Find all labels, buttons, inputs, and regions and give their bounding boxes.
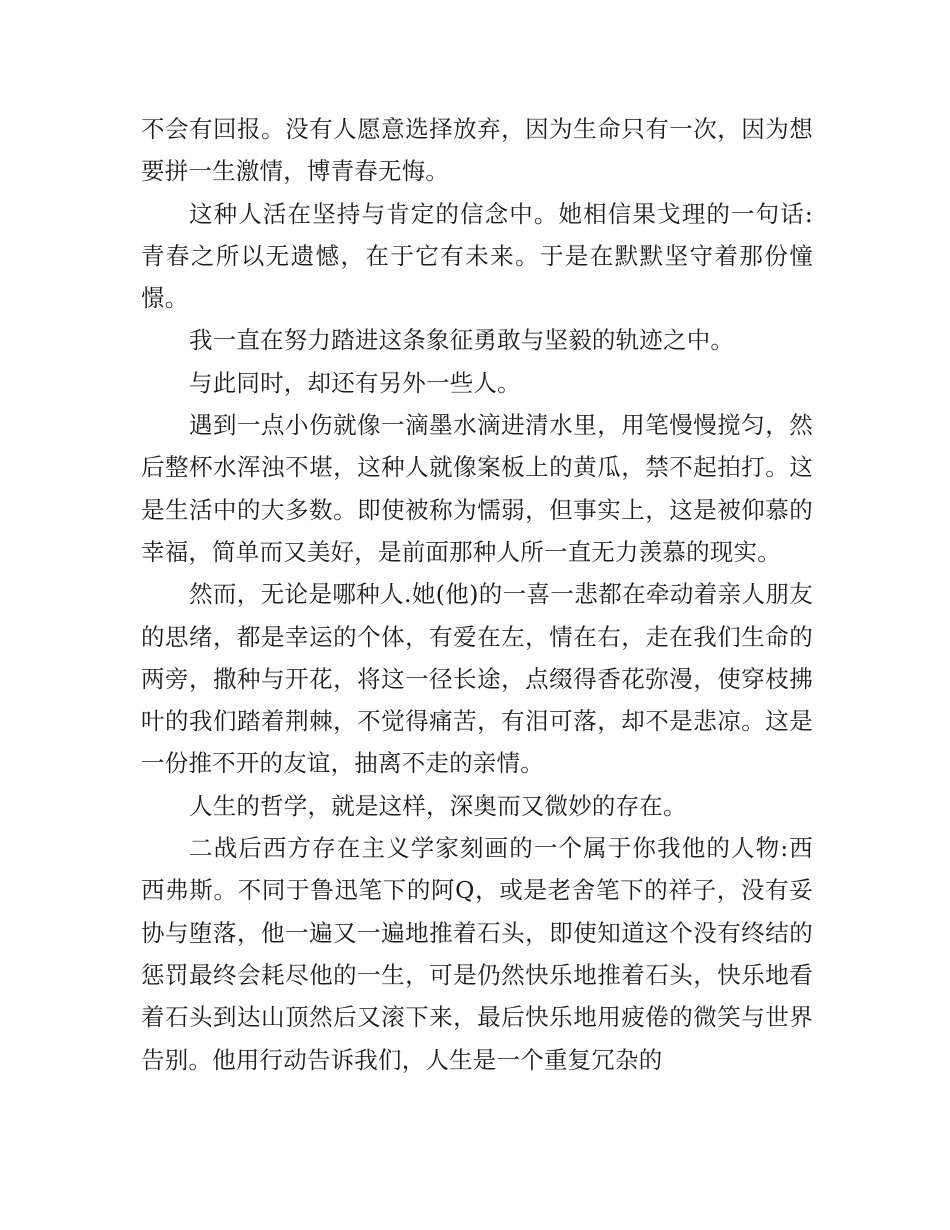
paragraph-3: 我一直在努力踏进这条象征勇敢与坚毅的轨迹之中。 (189, 326, 735, 355)
paragraph-8: 二战后西方存在主义学家刻画的一个属于你我他的人物:西西弗斯。不同于鲁迅笔下的阿Q，或是老舍笔下的祥子，没有妥协与堕落，他一遍又一遍地推着石头，即使知道这个没有终结的惩罚最终会耗尽他的一生，可是仍然快乐地推着石头，快乐地看着石头到达山顶然后又滚下来，最后快乐地用疲倦的微笑与世界告别。他用行动告诉我们，人生是一个重复冗杂的 (141, 834, 813, 1074)
paragraph-1: 不会有回报。没有人愿意选择放弃，因为生命只有一次，因为想要拼一生激情，博青春无悔。 (141, 115, 813, 186)
paragraph-2: 这种人活在坚持与肯定的信念中。她相信果戈理的一句话:青春之所以无遗憾，在于它有未来。于是在默默坚守着那份憧憬。 (141, 199, 813, 313)
paragraph-5: 遇到一点小伤就像一滴墨水滴进清水里，用笔慢慢搅匀，然后整杯水浑浊不堪，这种人就像案板上的黄瓜，禁不起拍打。这是生活中的大多数。即使被称为懦弱，但事实上，这是被仰慕的幸福，简单而又美好，是前面那种人所一直无力羡慕的现实。 (141, 411, 813, 566)
paragraph-6: 然而，无论是哪种人.她(他)的一喜一悲都在牵动着亲人朋友的思绪，都是幸运的个体，有爱在左，情在右，走在我们生命的两旁，撒种与开花，将这一径长途，点缀得香花弥漫，使穿枝拂叶的我们踏着荆棘，不觉得痛苦，有泪可落，却不是悲凉。这是一份推不开的友谊，抽离不走的亲情。 (141, 580, 813, 778)
paragraph-4: 与此同时，却还有另外一些人。 (189, 368, 521, 397)
paragraph-7: 人生的哲学，就是这样，深奥而又微妙的存在。 (189, 791, 687, 820)
document-body (141, 108, 813, 1081)
